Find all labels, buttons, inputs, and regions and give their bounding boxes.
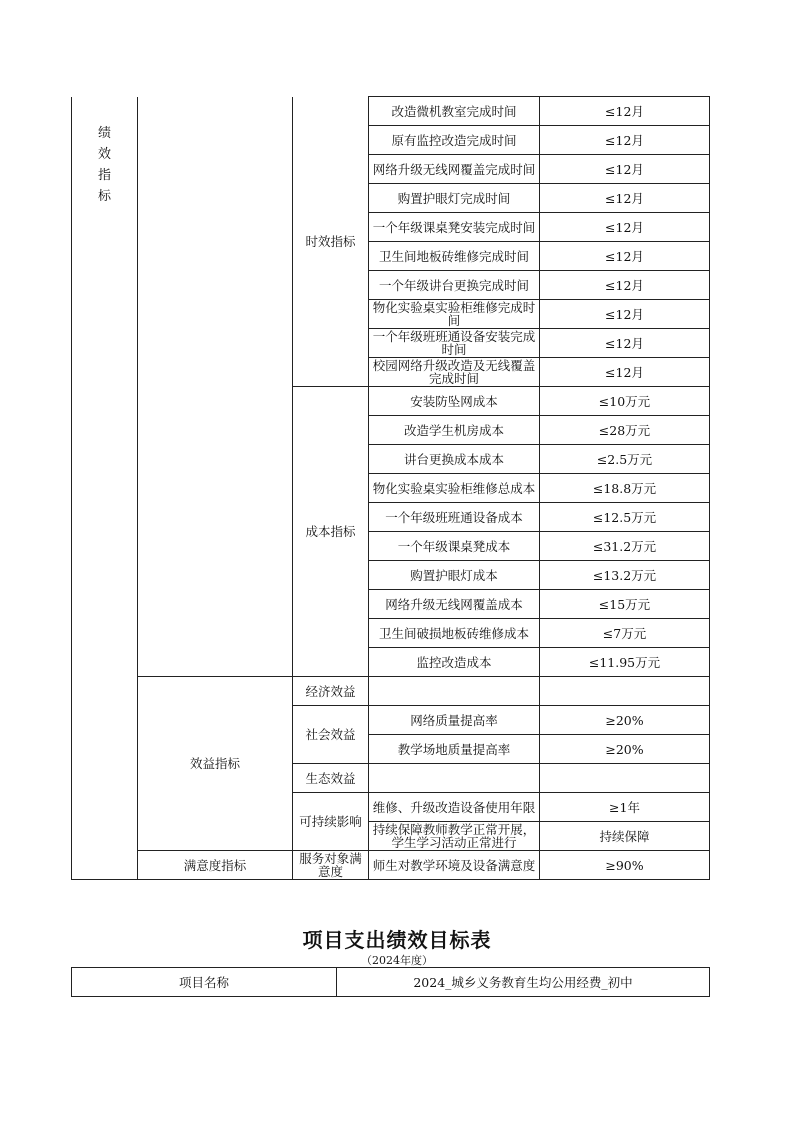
satisfaction-sub-label: 服务对象满意度 xyxy=(293,851,369,880)
project-name-label: 项目名称 xyxy=(72,968,337,997)
indicator-name: 一个年级班班通设备成本 xyxy=(369,503,540,532)
project-name-value: 2024_城乡义务教育生均公用经费_初中 xyxy=(337,968,710,997)
indicator-value: ≤12月 xyxy=(540,184,710,213)
indicator-value: ≤7万元 xyxy=(540,619,710,648)
indicator-value: ≤11.95万元 xyxy=(540,648,710,677)
indicator-value: ≤18.8万元 xyxy=(540,474,710,503)
indicator-value: ≤31.2万元 xyxy=(540,532,710,561)
indicator-value: ≤2.5万元 xyxy=(540,445,710,474)
indicator-value: ≤12月 xyxy=(540,213,710,242)
benefit-label: 效益指标 xyxy=(138,677,293,851)
indicator-value: ≥90% xyxy=(540,851,710,880)
indicator-name: 网络升级无线网覆盖完成时间 xyxy=(369,155,540,184)
indicator-value: ≤15万元 xyxy=(540,590,710,619)
sustainable-impact-label: 可持续影响 xyxy=(293,793,369,851)
level2-output-cell xyxy=(138,97,293,677)
indicator-name: 物化实验桌实验柜维修完成时间 xyxy=(369,300,540,329)
indicator-name: 网络升级无线网覆盖成本 xyxy=(369,590,540,619)
satisfaction-label: 满意度指标 xyxy=(138,851,293,880)
indicator-name xyxy=(369,677,540,706)
page-title: 项目支出绩效目标表 xyxy=(302,928,492,952)
indicator-name: 原有监控改造完成时间 xyxy=(369,126,540,155)
ecological-benefit-label: 生态效益 xyxy=(293,764,369,793)
level1-cell xyxy=(72,97,138,880)
year-label: （2024年度） xyxy=(361,954,433,967)
timeliness-label: 时效指标 xyxy=(293,97,369,387)
indicator-name: 卫生间破损地板砖维修成本 xyxy=(369,619,540,648)
indicator-name: 持续保障教师教学正常开展，学生学习活动正常进行 xyxy=(369,822,540,851)
indicator-value: ≤12.5万元 xyxy=(540,503,710,532)
indicator-name: 师生对教学环境及设备满意度 xyxy=(369,851,540,880)
table-row xyxy=(72,97,710,126)
project-info-table xyxy=(71,967,710,997)
indicator-name: 改造微机教室完成时间 xyxy=(369,97,540,126)
economic-benefit-label: 经济效益 xyxy=(293,677,369,706)
indicator-name: 购置护眼灯成本 xyxy=(369,561,540,590)
indicator-value: ≤13.2万元 xyxy=(540,561,710,590)
indicator-name: 监控改造成本 xyxy=(369,648,540,677)
indicator-name: 改造学生机房成本 xyxy=(369,416,540,445)
indicator-value: ≤12月 xyxy=(540,329,710,358)
social-benefit-label: 社会效益 xyxy=(293,706,369,764)
indicator-value xyxy=(540,677,710,706)
cost-label: 成本指标 xyxy=(293,387,369,677)
table-row xyxy=(72,677,710,706)
indicator-value: ≤10万元 xyxy=(540,387,710,416)
performance-indicator-table xyxy=(71,96,710,880)
indicator-value: ≤12月 xyxy=(540,242,710,271)
indicator-value: 持续保障 xyxy=(540,822,710,851)
indicator-value: ≤12月 xyxy=(540,126,710,155)
indicator-name xyxy=(369,764,540,793)
table-row xyxy=(72,968,710,997)
indicator-name: 维修、升级改造设备使用年限 xyxy=(369,793,540,822)
indicator-name: 网络质量提高率 xyxy=(369,706,540,735)
table-row xyxy=(72,851,710,880)
indicator-value xyxy=(540,764,710,793)
indicator-name: 一个年级班班通设备安装完成时间 xyxy=(369,329,540,358)
indicator-name: 一个年级课桌凳安装完成时间 xyxy=(369,213,540,242)
indicator-value: ≥1年 xyxy=(540,793,710,822)
indicator-value: ≥20% xyxy=(540,706,710,735)
indicator-name: 校园网络升级改造及无线覆盖完成时间 xyxy=(369,358,540,387)
indicator-value: ≤12月 xyxy=(540,155,710,184)
indicator-value: ≤28万元 xyxy=(540,416,710,445)
indicator-name: 教学场地质量提高率 xyxy=(369,735,540,764)
level1-label: 绩效指标 xyxy=(97,125,111,204)
indicator-name: 一个年级课桌凳成本 xyxy=(369,532,540,561)
indicator-value: ≤12月 xyxy=(540,358,710,387)
indicator-value: ≤12月 xyxy=(540,271,710,300)
indicator-value: ≤12月 xyxy=(540,97,710,126)
indicator-name: 一个年级讲台更换完成时间 xyxy=(369,271,540,300)
indicator-name: 讲台更换成本成本 xyxy=(369,445,540,474)
indicator-name: 物化实验桌实验柜维修总成本 xyxy=(369,474,540,503)
indicator-value: ≤12月 xyxy=(540,300,710,329)
indicator-name: 卫生间地板砖维修完成时间 xyxy=(369,242,540,271)
indicator-name: 安装防坠网成本 xyxy=(369,387,540,416)
indicator-value: ≥20% xyxy=(540,735,710,764)
indicator-name: 购置护眼灯完成时间 xyxy=(369,184,540,213)
